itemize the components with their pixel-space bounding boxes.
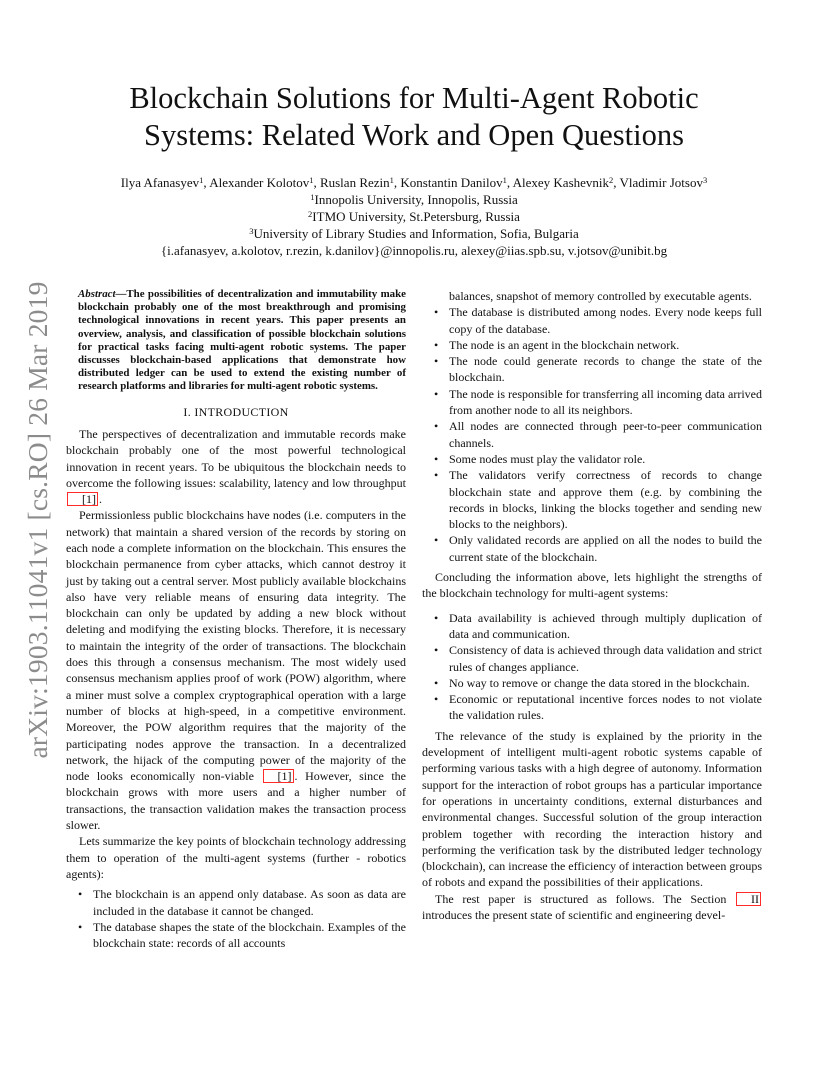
- intro-paragraph-2-end: . However, since the blockchain grows with more users and a higher number of transactions, the transaction validation makes the transaction process slower.: [66, 769, 406, 833]
- key-points-list-part-2: [422, 288, 762, 565]
- author-name: Alexey Kashevnik: [512, 175, 610, 190]
- list-item-text: The node is an agent in the blockchain network.: [449, 337, 680, 352]
- bullet-icon: •: [434, 468, 439, 483]
- list-item-text: The node could generate records to change the state of the blockchain.: [449, 354, 762, 385]
- bullet-icon: •: [434, 386, 439, 401]
- list-item-text: balances, snapshot of memory controlled by executable agents.: [449, 289, 752, 303]
- list-item: [422, 675, 762, 691]
- author-names: Ilya Afanasyev$^1$, Alexander Kolotov$^1$, Ruslan Rezin$^1$, Konstantin Danilov$^1$, Alexey Kashevnik$^2$, Vladimir Jotsov$^3$: [120, 175, 708, 190]
- list-item-text: The database is distributed among nodes. Every node keeps full copy of the database.: [449, 305, 762, 336]
- intro-paragraph-1: [66, 426, 406, 507]
- title-line-1: Blockchain Solutions for Multi-Agent Robotic: [129, 81, 699, 115]
- author-name: Alexander Kolotov: [209, 175, 310, 190]
- list-item-text: Only validated records are applied on all the nodes to build the current state of the blockchain.: [449, 533, 762, 564]
- affiliation-3-mark: 3: [249, 226, 254, 236]
- bullet-icon: •: [434, 354, 439, 369]
- list-item-text: Economic or reputational incentive forces nodes to not violate the validation rules.: [449, 692, 762, 723]
- bullet-icon: •: [434, 610, 439, 625]
- affiliation-2: [40, 208, 788, 225]
- bullet-icon: •: [434, 337, 439, 352]
- intro-paragraph-3: Lets summarize the key points of blockchain technology addressing them to operation of the multi-agent systems (further - robotics agents):: [66, 834, 406, 881]
- list-item-text: Some nodes must play the validator role.: [449, 451, 646, 466]
- bullet-icon: •: [434, 643, 439, 658]
- affiliation-2-mark: 2: [308, 209, 313, 219]
- citation-link-2[interactable]: [1]: [263, 769, 294, 783]
- list-item: [422, 418, 762, 451]
- author-name: Ruslan Rezin: [319, 175, 390, 190]
- right-column: [422, 288, 762, 923]
- author-affiliation-mark: 2: [609, 175, 614, 185]
- left-column: [66, 288, 406, 955]
- list-item: [422, 610, 762, 643]
- list-item: [422, 353, 762, 386]
- list-item-text: No way to remove or change the data stored in the blockchain.: [449, 675, 750, 690]
- list-item-text: The validators verify correctness of records to change blockchain state and approve them (e.g. by combining the records in blocks, linking the blocks together and sending new blocks to the neighbors).: [449, 468, 762, 532]
- affiliation-3: [40, 225, 788, 242]
- list-item: [422, 304, 762, 337]
- list-item-text: The blockchain is an append only database. As soon as data are included in the database it cannot be changed.: [93, 887, 406, 918]
- bullet-icon: •: [434, 451, 439, 466]
- list-item: [66, 886, 406, 919]
- list-item-text: All nodes are connected through peer-to-peer communication channels.: [449, 419, 762, 450]
- arxiv-identifier: arXiv:1903.11041v1 [cs.RO] 26 Mar 2019: [22, 281, 53, 759]
- intro-paragraph-1-end: .: [99, 492, 102, 507]
- abstract-text: —The possibilities of decentralization and immutability make blockchain probably one of the most breakthrough and promising technological innovations in recent years. This paper presents an overview, analysis, and classification of possible blockchain solutions for practical tasks facing multi-agent robotic systems. The paper discusses blockchain-based applications that demonstrate how distributed ledger can be used to extend the existing number of research platforms and libraries for multi-agent robotic systems.: [78, 288, 406, 393]
- affiliation-2-text: ITMO University, St.Petersburg, Russia: [312, 209, 520, 224]
- list-item: [422, 337, 762, 353]
- author-affiliation-mark: 1: [502, 175, 507, 185]
- bullet-icon: •: [434, 533, 439, 548]
- list-item-text: The database shapes the state of the blockchain. Examples of the blockchain state: records of all accounts: [93, 919, 406, 951]
- list-item: [422, 642, 762, 675]
- key-points-list-part-1: [66, 886, 406, 951]
- section-heading-introduction: [66, 404, 406, 420]
- list-item-text: The node is responsible for transferring all incoming data arrived from another node to all its neighbors.: [449, 386, 762, 418]
- section-numeral: I.: [183, 404, 195, 419]
- author-name: Ilya Afanasyev: [120, 175, 200, 190]
- list-item-text: Consistency of data is achieved through data validation and strict rules of changes appliance.: [449, 643, 762, 674]
- abstract-lead: Abstract: [78, 288, 116, 300]
- list-item-continuation: [422, 288, 762, 304]
- structure-paragraph-end: introduces the present state of scientific and engineering devel-: [422, 907, 726, 922]
- arxiv-stamp: [18, 281, 58, 759]
- affiliation-1: [40, 191, 788, 208]
- relevance-paragraph: The relevance of the study is explained by the priority in the development of intelligent multi-agent robotic systems capable of performing various tasks with a high degree of autonomy. Information support for the interaction of robot groups has a particular importance for operations in uncertainty conditions, external disturbances and environmental changes. Successful solution of the group interaction problem together with recording the interaction history and performing the verification task by the distributed ledger technology (blockchain), can increase the efficiency of interaction between groups of robots and expand the possibilities of their applications.: [422, 728, 762, 890]
- affiliation-1-text: Innopolis University, Innopolis, Russia: [314, 192, 518, 207]
- intro-paragraph-2-text: Permissionless public blockchains have nodes (i.e. computers in the network) that maintain a shared version of the records by storing on each node a complete information on the blockchain. This ensures the blockchain permanence from cyber attacks, which cannot destroy it just by taking out a central server. Most publicly available blockchains also have very reliable means of ensuring data integrity. The blockchain can only be updated by adding a new block without deleting and modifying the existing blocks. Therefore, it is necessary to maintain the integrity of the order of transactions. The blockchain does this through a consensus mechanism. The most widely used consensus mechanism applies proof of work (POW) algorithm, where a miner must solve a complex cryptographical operation with a large number of blocks at high-speed, in a competitive environment. Moreover, the POW algorithm requires that the majority of the participating nodes approve the transaction. In a decentralized network, the hijack of the computing power of the majority of the node looks economically non-viable: [66, 508, 406, 784]
- list-item: [66, 919, 406, 952]
- author-name: Konstantin Danilov: [400, 175, 503, 190]
- paper-title: [60, 80, 768, 154]
- bullet-icon: •: [434, 692, 439, 707]
- section-title-rest: NTRODUCTION: [198, 404, 289, 419]
- list-item-text: Data availability is achieved through multiply duplication of data and communication.: [449, 610, 762, 641]
- list-item: [422, 386, 762, 419]
- author-affiliation-mark: 1: [309, 175, 314, 185]
- list-item: [422, 467, 762, 532]
- strengths-intro-paragraph: Concluding the information above, lets highlight the strengths of the blockchain technology for multi-agent systems:: [422, 570, 762, 601]
- affiliation-3-text: University of Library Studies and Information, Sofia, Bulgaria: [253, 226, 579, 241]
- bullet-icon: •: [78, 919, 83, 934]
- author-affiliation-mark: 1: [389, 175, 394, 185]
- list-item: [422, 451, 762, 467]
- title-line-2: Systems: Related Work and Open Questions: [144, 118, 684, 152]
- strengths-list: [422, 610, 762, 724]
- list-item: [422, 532, 762, 565]
- intro-paragraph-2: [66, 507, 406, 833]
- bullet-icon: •: [78, 887, 83, 902]
- bullet-icon: •: [434, 305, 439, 320]
- author-block: [40, 174, 788, 259]
- affiliation-1-mark: 1: [310, 192, 315, 202]
- structure-paragraph-text: The rest paper is structured as follows. The Section: [435, 891, 735, 906]
- bullet-icon: •: [434, 419, 439, 434]
- abstract: [66, 288, 406, 394]
- author-affiliation-mark: 3: [702, 175, 708, 185]
- bullet-icon: •: [434, 675, 439, 690]
- intro-paragraph-1-text: The perspectives of decentralization and immutable records make blockchain probably one of the most powerful technological innovation in recent years. To be ubiquitous the blockchain needs to overcome the following issues: scalability, latency and low throughput: [66, 426, 406, 490]
- structure-paragraph: [422, 891, 762, 924]
- citation-link-1[interactable]: [1]: [67, 492, 98, 506]
- list-item: [422, 691, 762, 724]
- author-name: Vladimir Jotsov: [619, 175, 703, 190]
- author-affiliation-mark: 1: [199, 175, 204, 185]
- section-link-ii[interactable]: II: [736, 892, 761, 906]
- author-emails: {i.afanasyev, a.kolotov, r.rezin, k.danilov}@innopolis.ru, alexey@iias.spb.su, v.jotsov@unibit.bg: [160, 243, 668, 258]
- section-title-initial: I: [194, 404, 199, 419]
